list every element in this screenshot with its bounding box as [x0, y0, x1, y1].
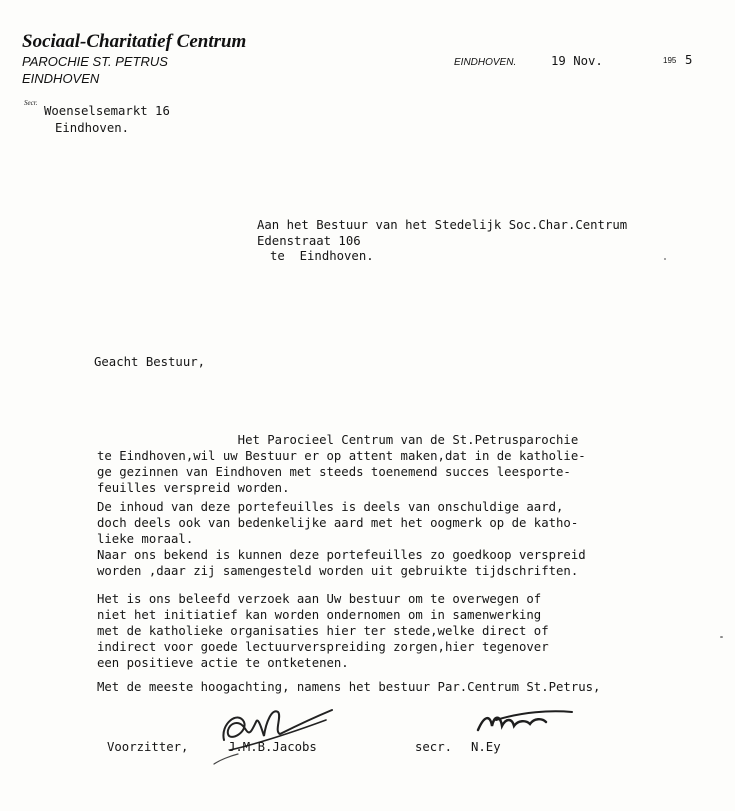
date-year-digit: 5	[685, 53, 693, 67]
recipient-line-1: Aan het Bestuur van het Stedelijk Soc.Char.Centrum	[257, 218, 628, 232]
date-year-prefix: 195	[663, 56, 677, 65]
body-line: worden ,daar zij samengesteld worden uit gebruikte tijdschriften.	[97, 564, 579, 578]
body-line: De inhoud van deze portefeuilles is deels van onschuldige aard,	[97, 500, 564, 514]
letterhead-title: Sociaal-Charitatief Centrum	[22, 31, 247, 52]
body-line: Met de meeste hoogachting, namens het bestuur Par.Centrum St.Petrus,	[97, 680, 601, 694]
body-line: indirect voor goede lectuurverspreiding zorgen,hier tegenover	[97, 640, 549, 654]
body-line: met de katholieke organisaties hier ter stede,welke direct of	[97, 624, 549, 638]
secretary-name: N.Ey	[471, 740, 501, 754]
chairman-name: J.M.B.Jacobs	[228, 740, 317, 754]
body-line: doch deels ook van bedenkelijke aard met het oogmerk op de katho-	[97, 516, 579, 530]
body-line: Het is ons beleefd verzoek aan Uw bestuur om te overwegen of	[97, 592, 542, 606]
chairman-label: Voorzitter,	[107, 740, 189, 754]
letterhead-parish: PAROCHIE ST. PETRUS	[22, 54, 168, 69]
body-line: niet het initiatief kan worden ondernomen om in samenwerking	[97, 608, 542, 622]
body-line: lieke moraal.	[97, 532, 194, 546]
sender-street: Woenselsemarkt 16	[44, 104, 170, 118]
paper-speck	[720, 636, 723, 638]
chairman-signature	[208, 700, 348, 775]
date-day-month: 19 Nov.	[551, 54, 603, 68]
body-line: feuilles verspreid worden.	[97, 481, 290, 495]
letterhead-city: EINDHOVEN	[22, 71, 100, 86]
secretariat-label: Secr.	[24, 99, 38, 107]
salutation: Geacht Bestuur,	[94, 355, 206, 369]
date-place: EINDHOVEN.	[454, 57, 517, 68]
recipient-line-3: te Eindhoven.	[270, 249, 374, 263]
secretary-signature	[474, 702, 584, 742]
sender-city: Eindhoven.	[55, 121, 130, 135]
body-line: Het Parocieel Centrum van de St.Petrusparochie	[97, 433, 579, 447]
body-line: een positieve actie te ontketenen.	[97, 656, 349, 670]
secretary-label: secr.	[415, 740, 453, 754]
paper-speck	[664, 258, 666, 260]
body-line: ge gezinnen van Eindhoven met steeds toenemend succes leesporte-	[97, 465, 571, 479]
body-line: Naar ons bekend is kunnen deze portefeuilles zo goedkoop verspreid	[97, 548, 586, 562]
body-line: te Eindhoven,wil uw Bestuur er op attent maken,dat in de katholie-	[97, 449, 586, 463]
recipient-line-2: Edenstraat 106	[257, 234, 361, 248]
